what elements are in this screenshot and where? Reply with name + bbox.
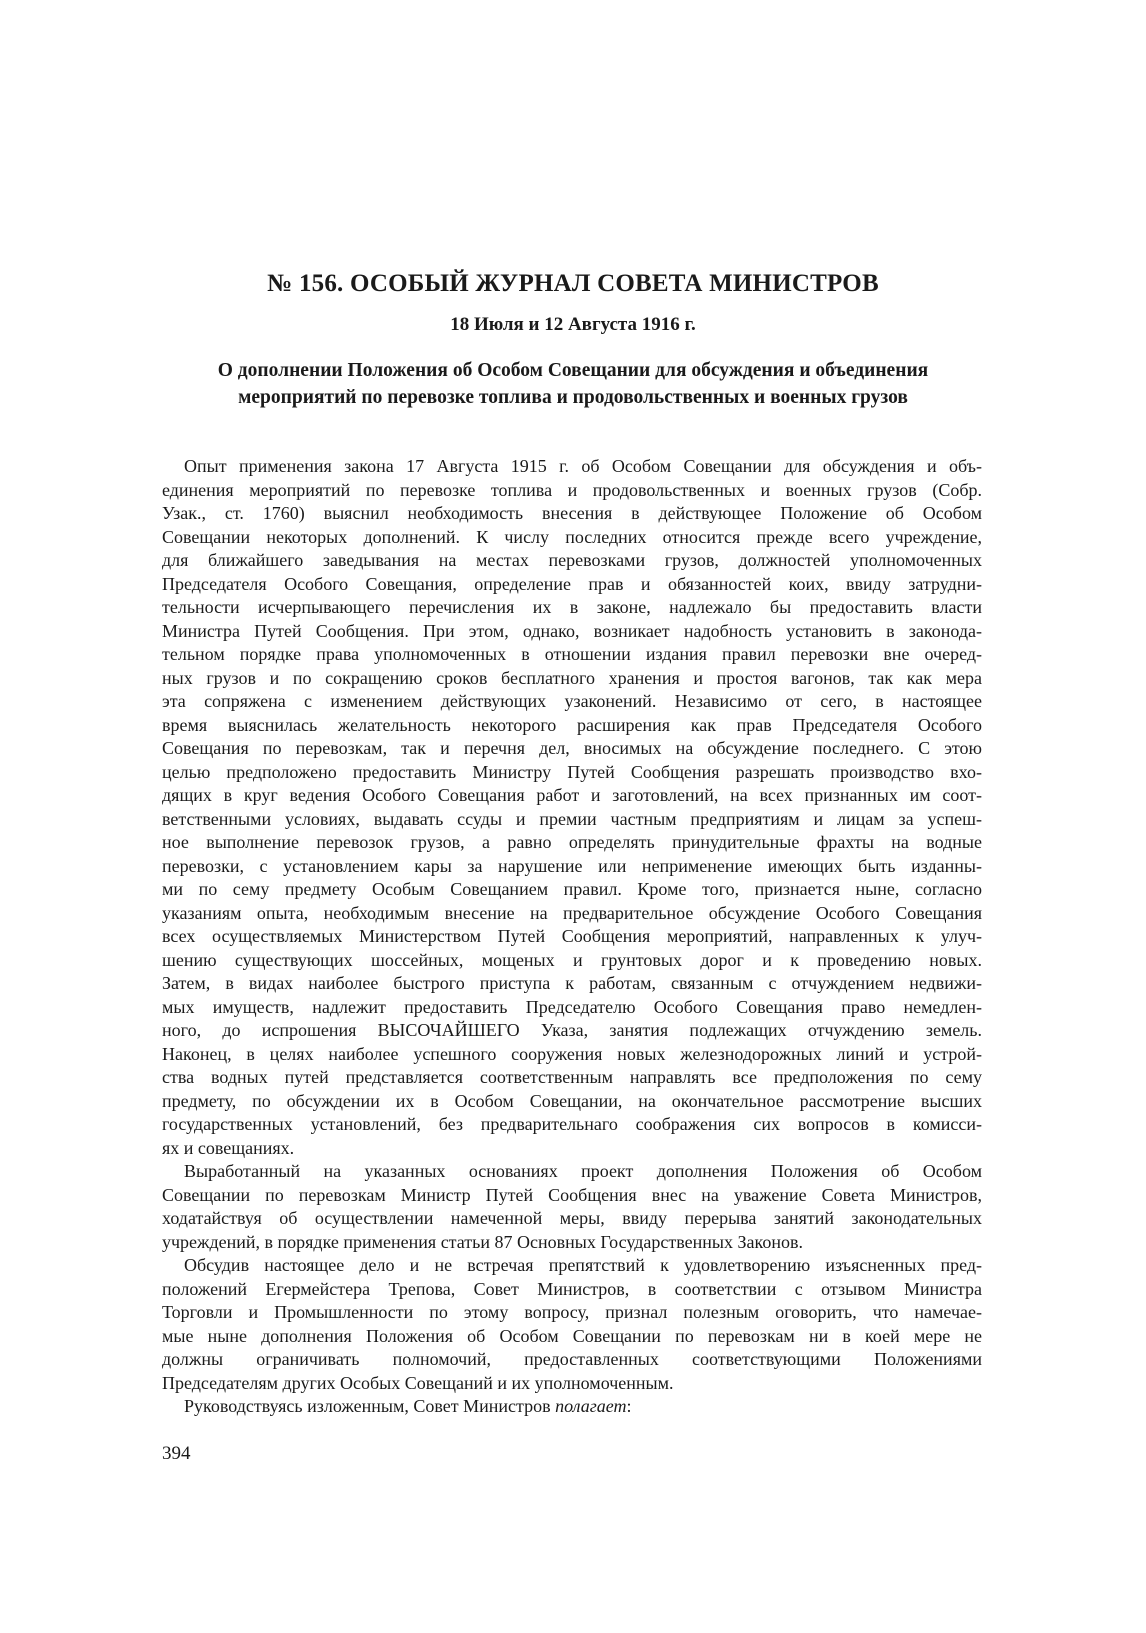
paragraph-line: предмету, по обсуждении их в Особом Совещании, на окончательное рассмотрение высших <box>162 1090 982 1111</box>
paragraph-line: Совещании по перевозкам Министр Путей Сообщения внес на уважение Совета Министров, <box>162 1184 982 1205</box>
paragraph-line: Председателя Особого Совещания, определение прав и обязанностей коих, ввиду затрудни- <box>162 573 982 594</box>
paragraph-line: ях и совещаниях. <box>162 1137 295 1158</box>
paragraph-line: ходатайствуя об осуществлении намеченной меры, ввиду перерыва занятий законодательных <box>162 1208 982 1228</box>
paragraph-line: тельном порядке права уполномоченных в отношении издания правил перевозки вне очеред- <box>162 644 982 664</box>
paragraph-line: единения мероприятий по перевозке топлива и продовольственных и военных грузов (Собр. <box>162 479 982 500</box>
paragraph-line: Министра Путей Сообщения. При этом, однако, возникает надобность установить в законода- <box>162 620 982 641</box>
paragraph-line: Совещания по перевозкам, так и перечня дел, вносимых на обсуждение последнего. С этою <box>162 738 982 758</box>
paragraph-line: всех осуществляемых Министерством Путей Сообщения мероприятий, направленных к улуч- <box>162 926 982 946</box>
paragraph-line: мые ныне дополнения Положения об Особом Совещании по перевозкам ни в коей мере не <box>162 1325 982 1346</box>
paragraph-first-line: Опыт применения закона 17 Августа 1915 г. об Особом Совещании для обсуждения и объ- <box>184 456 982 476</box>
paragraph-line: государственных установлений, без предварительнаго соображения сих вопросов в комисси- <box>162 1114 982 1134</box>
paragraph-first-line: Выработанный на указанных основаниях проект дополнения Положения об Особом <box>184 1161 982 1181</box>
paragraph-line: ми по сему предмету Особым Совещанием правил. Кроме того, признается ныне, согласно <box>162 879 982 899</box>
paragraph-line: Председателям других Особых Совещаний и их уполномоченным. <box>162 1372 674 1393</box>
closing-text: Руководствуясь изложенным, Совет Министров <box>184 1396 556 1416</box>
paragraph-line: для ближайшего заведывания на местах перевозками грузов, должностей уполномоченных <box>162 550 982 570</box>
document-title: № 156. ОСОБЫЙ ЖУРНАЛ СОВЕТА МИНИСТРОВ <box>267 270 879 297</box>
paragraph-line: Торговли и Промышленности по этому вопросу, признал полезным оговорить, что намечае- <box>162 1302 982 1322</box>
closing-end: : <box>626 1396 632 1416</box>
paragraph-line: дящих в круг ведения Особого Совещания работ и заготовлений, на всех признанных им соот- <box>162 785 982 805</box>
paragraph-line: положений Егермейстера Трепова, Совет Министров, в соответствии с отзывом Министра <box>162 1278 982 1299</box>
subject-line: мероприятий по перевозке топлива и продовольственных и военных грузов <box>238 387 908 408</box>
paragraph-first-line: Обсудив настоящее дело и не встречая препятствий к удовлетворению изъясненных пред- <box>184 1255 982 1275</box>
paragraph-line: мых имуществ, надлежит предоставить Председателю Особого Совещания право немедлен- <box>162 996 982 1017</box>
paragraph-line: время выяснилась желательность некоторого расширения как прав Председателя Особого <box>162 714 982 735</box>
paragraph-line: тельности исчерпывающего перечисления их в законе, надлежало бы предоставить власти <box>162 597 982 617</box>
paragraph-line: шению существующих шоссейных, мощеных и грунтовых дорог и к проведению новых. <box>162 949 982 970</box>
subject-line: О дополнении Положения об Особом Совещании для обсуждения и объединения <box>217 360 929 381</box>
closing-emphasis: полагает <box>555 1396 627 1416</box>
paragraph-line: Наконец, в целях наиболее успешного сооружения новых железнодорожных линий и устрой- <box>162 1043 982 1064</box>
document-body <box>162 455 982 1419</box>
paragraph-line: ного, до испрошения ВЫСОЧАЙШЕГО Указа, занятия подлежащих отчуждению земель. <box>162 1020 982 1040</box>
paragraph-line: Затем, в видах наиболее быстрого приступа к работам, связанным с отчуждением недвижи- <box>162 973 982 993</box>
paragraph-line: ных грузов и по сокращению сроков бесплатного хранения и простоя вагонов, так как мера <box>162 667 982 688</box>
paragraph-line: должны ограничивать полномочий, предоставленных соответствующими Положениями <box>162 1349 982 1369</box>
paragraph-line: эта сопряжена с изменением действующих узаконений. Независимо от сего, в настоящее <box>162 691 982 711</box>
paragraph-line: учреждений, в порядке применения статьи 87 Основных Государственных Законов. <box>162 1231 803 1252</box>
paragraph-line: ства водных путей представляется соответственным направлять все предположения по сему <box>162 1067 982 1087</box>
paragraph-line: Узак., ст. 1760) выяснил необходимость внесения в действующее Положение об Особом <box>162 503 982 523</box>
paragraph-line: ное выполнение перевозок грузов, а равно определять принудительные фрахты на водные <box>162 832 982 852</box>
closing-line <box>162 1395 982 1419</box>
paragraph-line: ветственными условиях, выдавать ссуды и премии частным предприятиям и лицам за успеш- <box>162 808 982 829</box>
paragraph-line: перевозки, с установлением кары за нарушение или неприменение имеющих быть изданны- <box>162 855 982 876</box>
document-date: 18 Июля и 12 Августа 1916 г. <box>450 314 696 335</box>
paragraph-line: Совещании некоторых дополнений. К числу последних относится прежде всего учреждение, <box>162 526 982 547</box>
paragraph-line: целью предположено предоставить Министру Путей Сообщения разрешать производство вхо- <box>162 761 982 782</box>
document-subject <box>0 357 1146 411</box>
paragraph-line: указаниям опыта, необходимым внесение на предварительное обсуждение Особого Совещания <box>162 902 982 923</box>
page-number: 394 <box>162 1443 191 1464</box>
